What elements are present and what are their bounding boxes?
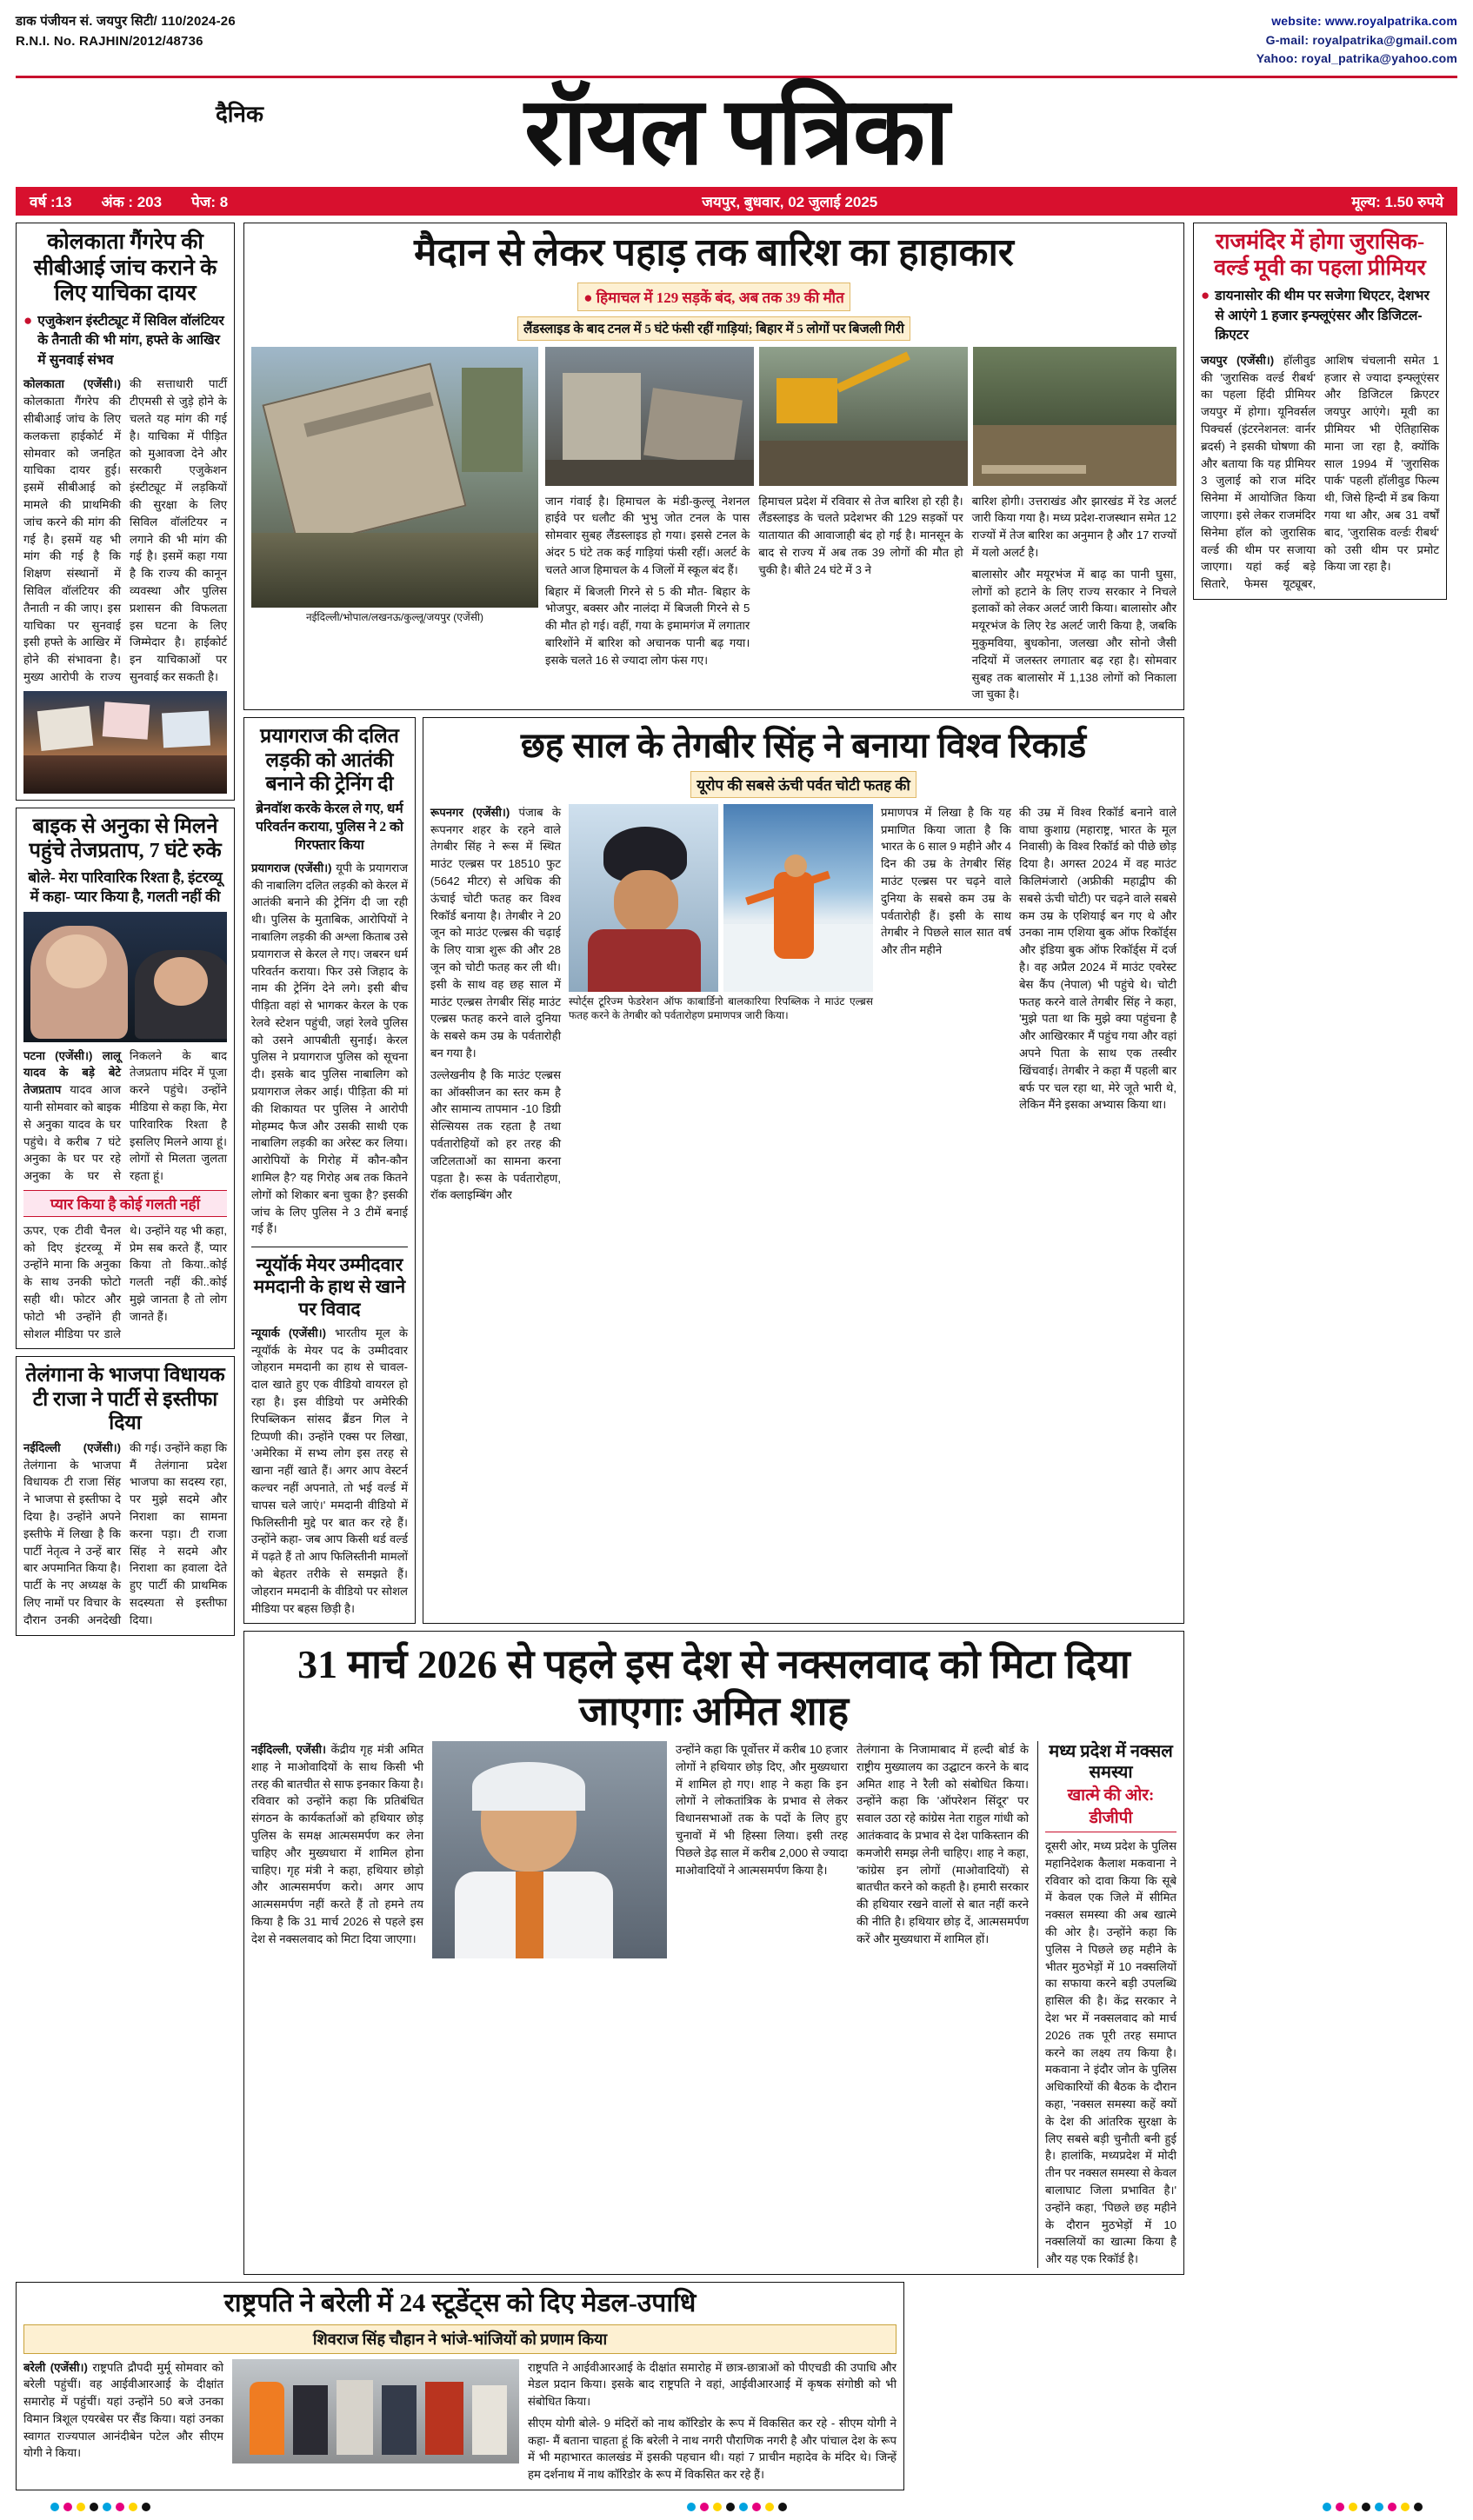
collapsed-building-photo [545,347,754,486]
tegbir-text-1b: उल्लेखनीय है कि माउंट एल्ब्रस का ऑक्सीजन का स्तर कम है और सामान्य तापमान -10 डिग्री सेल्सियस तक रहता है तथा पर्वतारोहियों को हर तरह की जटिलताओं का सामना करना पड़ता है। रूस के पर्वतारोहण, रॉक क्लाइम्बिंग और [430,1067,561,1202]
mp-body: दूसरी ओर, मध्य प्रदेश के पुलिस महानिदेशक कैलाश मकवाना ने रविवार को दावा किया कि सूबे में केवल एक जिले में सीमित नक्सल समस्या की अब खात्मे की ओर है। उन्होंने कहा कि पुलिस ने पिछले छह महीने के भीतर मुठभेड़ों में 10 नक्सलियों का सफाया करने बड़ी उपलब्धि हासिल की है। केंद्र सरकार ने देश भर में नक्सलवाद को मार्च 2026 तक पूरी तरह समाप्त करने का लक्ष्य तय किया है। मकवाना ने इंदौर जोन के पुलिस अधिकारियों की बैठक के दौरान कहा, 'नक्सल समस्या कहें क्यों के देश की आंतरिक सुरक्षा के लिए सबसे बड़ी चुनौती बनी हुई है। हालांकि, मध्यप्रदेश में मोदी तीन पर नक्सल समस्या से केवल बालाघाट जिला प्रभावित है।' उन्होंने कहा, 'पिछले छह महीने के दौरान मुठभेड़ों में 10 नक्सलियों का खात्मा किया है और यह एक रिकॉर्ड है। [1045,1839,1176,2266]
ny-story-text: भारतीय मूल के न्यूयॉर्क के मेयर पद के उम्मीदवार जोहरान ममदानी का हाथ से चावल-दाल खाते हुए एक वीडियो वायरल हो रहा है। इस वीडियो पर अमेरिकी रिपब्लिकन सांसद ब्रैंडन गिल ने टिप्पणी की। उन्होंने एक्स पर लिखा, 'अमेरिका में सभ्य लोग इस तरह से खाना नहीं खाते हैं। अगर आप वेस्टर्न कल्चर नहीं अपनाते, तो भई वर्ल्ड में चापस चले जाएं।' ममदानी वीडियो में फिलिस्तीनी मुद्दे पर बात कर रहे हैं। उन्होंने कहा- जब आप किसी थर्ड वर्ल्ड में पढ़ते हैं तो आप फिलिस्तीनी मामलों को बेहतर तरीके से समझते हैं। जोहरान ममदानी के वीडियो पर सोशल मीडिया पर बहस छिड़ी है। [251,1326,408,1615]
postal-registration: डाक पंजीयन सं. जयपुर सिटी/ 110/2024-26 [16,14,236,29]
issue-info-bar [16,187,1457,216]
photo-caption: नईदिल्ली/भोपाल/लखनऊ/कुल्लू/जयपुर (एजेंसी) [305,610,484,623]
shah-text-1: केंद्रीय गृह मंत्री अमित शाह ने माओवादियों के साथ किसी भी तरह की बातचीत से साफ इनकार किया है। रविवार को उन्होंने कहा कि प्रतिबंधित संगठन के कार्यकर्ताओं को हथियार छोड़ पुलिस के समक्ष आत्मसमर्पण कर लेना चाहिए और मुख्यधारा में शामिल होना चाहिए। गृह मंत्री ने कहा, हथियार छोड़ो और आत्मसमर्पण करो। अगर आप आत्मसमर्पण नहीं करते हैं तो हमने तय किया है कि 31 मार्च 2026 से पहले इस देश से नक्सलवाद को मिटा दिया जाएगा। [251,1743,423,1945]
tegbir-text-1: पंजाब के रूपनगर शहर के रहने वाले तेगबीर सिंह ने रूस में स्थित माउंट एल्ब्रस पर 18510 फुट (5642 मीटर) से अधिक की ऊंचाई चोटी फतह कर विश्व रिकॉर्ड बनाया है। तेगबीर ने 20 जून को माउंट एल्ब्रस की चढ़ाई के लिए यात्रा शुरू की और 28 जून को चोटी फतह कर ली थी। इसी के साथ वह छह साल में माउंट एल्ब्रस तेगबीर सिंह माउंट एल्ब्रस फतह करने वाले दुनिया के सबसे कम उम्र के पर्वतारोही बन गया है। [430,805,562,1060]
lead-text-col1 [545,493,750,704]
tegbir-col1 [430,804,561,1204]
center-column [243,223,1184,2282]
ny-story-body [251,1325,408,1618]
story-dateline: प्रयागराज (एजेंसी।) [251,861,332,874]
yahoo-line: Yahoo: royal_patrika@yahoo.com [1256,51,1457,66]
lead-subbar-text: हिमाचल में 129 सड़कें बंद, अब तक 39 की मौत [596,289,844,306]
landslide-jcb-photo [759,347,968,486]
story-pull-quote: प्यार किया है कोई गलती नहीं [23,1190,227,1217]
shah-col1 [251,1741,423,2268]
bareilly-text-3: सीएम योगी बोले- 9 मंदिरों को नाथ कॉरिडोर के रूप में विकसित कर रहे - सीएम योगी ने कहा- मैं बताना चाहता हूं कि बरेली ने नाथ नगरी पौराणिक नगरी है और पांचाल देश के रूप में भी महाभारत कालखंड में इसकी पहचान थी। यहां 7 प्राचीन महादेव के मंदिर थे। जिन्हें हम दर्शनाथ में नाथ कॉरिडोर के रूप में विकसित कर रहे हैं। [528,2416,896,2482]
story-body [1201,352,1439,593]
story-headline: कोलकाता गैंगरेप की सीबीआई जांच कराने के लिए याचिका दायर [33,230,217,306]
tegbir-photo-caption: स्पोर्ट्स टूरिज्म फेडरेशन ऑफ काबार्डिनो बालकारिया रिपब्लिक ने माउंट एल्ब्रस फतह करने के तेगबीर को पर्वतारोहण प्रमाणपत्र जारी किया। [569,994,873,1021]
tejpratap-photo [23,912,227,1042]
story-text: हॉलीवुड की 'जुरासिक वर्ल्ड रीबर्थ' का पहला हिंदी प्रीमियर जयपुर में होगा। यूनिवर्सल पिक्चर्स (इंटरनेशनल: वार्नर ब्रदर्स) ने इसकी घोषणा की और बताया कि यह प्रीमियर 3 जुलाई को राज मंदिर सिनेमा में आयोजित किया जाएगा। इसे लेकर राजमंदिर सिनेमा हॉल को जुरासिक वर्ल्ड की थीम पर सजाया जाएगा। यहां कई बड़े सितारे, फेमस यूट्यूबर, आशिष चंचलानी समेत 1 हजार से ज्यादा इन्फ्लूएंसर और डिजिटल क्रिएटर जयपुर आएंगे। मूवी का प्रीमियर भी ऐतिहासिक माना जा रहा है, क्योंकि साल 1994 में 'जुरासिक पार्क' पहली हॉलीवुड फिल्म थी, जिसे हिन्दी में डब किया गया था और, अब 31 वर्षों बाद, 'जुरासिक वर्ल्डः रीबर्थ' को उसी थीम पर प्रमोट किया जा रहा है। [1201,353,1439,591]
story-dateline: नईदिल्ली (एजेंसी।) [23,1440,121,1454]
top-info-strip [16,12,1457,69]
rni-number: R.N.I. No. RAJHIN/2012/48736 [16,33,203,49]
story-text: यादव आज यानी सोमवार को बाइक से अनुका यादव के घर पहुंचे। वे करीब 7 घंटे अनुका के घर पर रहे अनुका के घर से निकलने के बाद तेजप्रताप मंदिर में पूजा करने पहुंचे। उन्होंने मीडिया से कहा कि, मेरा पारिवारिक रिश्ता है इसलिए मिलने आया हूं। लोगों से मिलता जुलता रहता हूं। [23,1048,227,1183]
masthead [16,78,1457,183]
page-title: रॉयल पत्रिका [524,81,949,185]
lead-text-col3-b: बालासोर और मयूरभंज में बाढ़ का पानी घुसा, लोगों को हटाने के लिए राज्य सरकार ने निचले इलाकों को लेकर अलर्ट जारी किया। बालासोर और मयूरभंज के लिए रेड अलर्ट जारी किया है, जबकि मुकुमविया, बुधकोना, जलखा और सोनो जैसी नदियों में जलस्तर लगातार बढ़ रहा है। सोमवार सुबह तक बालासोर में 1,138 लोगों को निकाला जा चुका है। [971,567,1176,701]
shah-col2: उन्होंने कहा कि पूर्वोत्तर में करीब 10 हजार लोगों ने हथियार छोड़ दिए, और मुख्यधारा में शामिल हो गए। शाह ने कहा कि इन लोगों ने लोकतांत्रिक के प्रभाव से लेकर विधानसभाओं तक के पदों के लिए हुए चुनावों में भी हिस्सा लिया। इसी तरह पिछले डेढ़ साल में करीब 2,000 से ज्यादा माओवादियों ने आत्मसमर्पण किया है। [676,1743,848,1877]
story-headline: तेलंगाना के भाजपा विधायक टी राजा ने पार्टी से इस्तीफा दिया [25,1364,225,1433]
story-goldbar: शिवराज सिंह चौहान ने भांजे-भांजियों को प्रणाम किया [23,2324,896,2354]
lead-subbar-2: लैंडस्लाइड के बाद टनल में 5 घंटे फंसी रहीं गाड़ियां; बिहार में 5 लोगों पर बिजली गिरी [517,316,910,341]
flood-photo-large [251,347,538,608]
story-headline: छह साल के तेगबीर सिंह ने बनाया विश्व रिकार्ड [520,726,1087,766]
lead-story-rain [243,223,1184,710]
bareilly-col1 [23,2359,223,2484]
story-body [23,1440,227,1629]
ny-story-headline: न्यूयॉर्क मेयर उम्मीदवार ममदानी के हाथ से खाने पर विवाद [251,1247,408,1320]
lead-subbar [577,283,850,311]
bullet-dot-icon: ● [583,289,597,306]
tegbir-col2: प्रमाणपत्र में लिखा है कि यह प्रमाणित किया जाता है कि भारत के 6 साल 9 महीने और 4 दिन की उम्र के तेगबीर सिंह माउंट एल्ब्रस पर चढ़ने वाले दुनिया के सबसे कम उम्र के पर्वतारोही हैं। इसी के साथ तेगबीर ने पिछले साल सात वर्ष और तीन महीने [881,805,1011,957]
lead-text-col1-a: जान गंवाई है। हिमाचल के मंडी-कुल्लू नेशनल हाईवे पर धलौट की भुभु जोत टनल के पास सोमवार सुबह लैंडस्लाइड हो गया। इससे टनल के अंदर 5 घंटे तक कई गाड़ियां फंसी रहीं। अलर्ट के चलते आज हिमाचल के 4 जिलों में स्कूल बंद हैं। [545,494,750,576]
protest-photo [23,691,227,794]
volume-label: वर्ष :13 [30,194,72,211]
gmail-line: G-mail: royalpatrika@gmail.com [1265,32,1457,47]
cmyk-dots-center [687,2503,787,2511]
place-date-label: जयपुर, बुधवार, 02 जुलाई 2025 [702,194,878,211]
story-tRaja-resign [16,1356,235,1635]
story-subbar: यूरोप की सबसे ऊंची पर्वत चोटी फतह की [690,771,916,798]
cmyk-dots-right [1323,2503,1423,2511]
bareilly-text-2: राष्ट्रपति ने आईवीआरआई के दीक्षांत समारोह में छात्र-छात्राओं को पीएचडी की उपाधि और मेडल प्रदान किया। इसके बाद राष्ट्रपति ने वहां, आईवीआरआई में कृषक संगोष्ठी को भी संबोधित किया। [528,2360,896,2409]
cmyk-dots-left [50,2503,150,2511]
bullet-dot-icon: ● [23,311,33,329]
story-text: कोलकाता गैंगरेप की सीबीआई जांच के लिए कलकत्ता हाईकोर्ट में सोमवार को जनहित याचिका दायर हुई। इसमें सीबीआई को मामले की प्राथमिकी जांच करने की मांग की गई है। इसमें यह भी मांग की गई है कि शिक्षण संस्थानों में सिविल वॉलंटियर की तैनाती न की जाए। इस याचिका पर सुनवाई इसी हफ्ते के आखिर में होने की संभावना है। मुख्य आरोपी के राज्य की सत्ताधारी पार्टी टीएमसी से जुड़े होने के चलते यह मांग की गई है। याचिका में पीड़ित को मुआवजा देने और सरकारी एजुकेशन इंस्टीट्यूट में लड़कियों की सुरक्षा के लिए सिविल वॉलंटियर न लगाने की भी मांग की गई है। इसमें कहा गया है कि राज्य की कानून व्यवस्था और पुलिस प्रशासन की विफलता इस घटना के लिए जिम्मेदार है। हाईकोर्ट इन याचिकाओं पर सुनवाई कर सकती है। [23,377,227,683]
contact-info [1256,12,1457,69]
flooded-road-photo [973,347,1176,486]
tegbir-col3: की उम्र में विश्व रिकॉर्ड बनाने वाले वाघा कुशाग्र (महाराष्ट्र, भारत के मूल निवासी) के विश्व रिकॉर्ड को पीछे छोड़ दिया है। अगस्त 2024 में वह माउंट किलिमंजारो (अफ्रीकी महाद्वीप की सबसे ऊंची चोटी) पर चढ़ने वाले सबसे कम उम्र के एशियाई बन गए थे और उनका नाम एशिया बुक ऑफ रिकॉर्ड्स और इंडिया बुक ऑफ रिकॉर्ड्स में दर्ज है। वह अप्रैल 2024 में माउंट एवरेस्ट बेस कैंप (नेपाल) भी पहुंचे थे। चोटी फतह करने वाले तेगबीर सिंह ने कहा, 'मुझे पता था कि मुझे क्या पहुंचना है और आखिरकार मैं पहुंच गया और वहां अपने पिता के साथ एक तस्वीर खिंचवाई। तेगबीर ने कहा मैं पहली बार बर्फ पर चल रहा था, मेरे जूते भारी थे, लेकिन मैंने इसका अभ्यास किया था। [1019,805,1176,1112]
story-dateline: जयपुर (एजेंसी।) [1201,353,1275,367]
bareilly-dateline: बरेली (एजेंसी।) [23,2360,88,2374]
lead-text-col2: हिमाचल प्रदेश में रविवार से तेज बारिश हो रही है। लैंडस्लाइड के चलते प्रदेशभर की 129 सड़कों पर यातायात की आवाजाही बंद हो गई है। मानसून के बाद से राज्य में अब तक 39 लोगों की मौत हो चुकी है। बीते 24 घंटे में 3 ने [758,494,963,576]
story-body [23,1047,227,1185]
main-columns [16,223,1457,2282]
lead-headline: मैदान से लेकर पहाड़ तक बारिश का हाहाकार [414,231,1014,275]
tegbir-dateline: रूपनगर (एजेंसी।) [430,805,510,819]
story-headline: बाइक से अनुका से मिलने पहुंचे तेजप्रताप, 7 घंटे रुके [29,815,222,863]
story-text: तेलंगाना के भाजपा विधायक टी राजा सिंह ने भाजपा से इस्तीफा दे दिया है। उन्होंने अपने इस्तीफे में लिखा है कि पार्टी नेतृत्व ने उन्हें बार बार अपमानित किया है। पार्टी के नए अध्यक्ष के लिए नामों पर विचार के दौरान उनकी अनदेखी की गई। उन्होंने कहा कि मैं तेलंगाना प्रदेश भाजपा का सदस्य रहा, पर मुझे सदमे और निराशा का सामना करना पड़ा। टी राजा सिंह ने सदमे और निराशा का हवाला देते हुए पार्टी की प्राथमिक सदस्यता से इस्तीफा दिया। [23,1440,227,1626]
color-registration-strip [16,2497,1457,2520]
mp-sub: खात्मे की ओर: डीजीपी [1045,1783,1176,1832]
story-subhead: ब्रेनवॉश करके केरल ले गए, धर्म परिवर्तन कराया, पुलिस ने 2 को गिरफ्तार किया [256,801,403,853]
lead-text-col3-a: बारिश होगी। उत्तराखंड और झारखंड में रेड अलर्ट जारी किया गया है। मध्य प्रदेश-राजस्थान समेत 12 राज्यों में तेज बारिश का अनुमान है और 17 राज्यों में यलो अलर्ट है। [971,494,1176,559]
story-body [251,860,408,1239]
story-president-bareilly [16,2282,904,2490]
story-tejpratap [16,808,235,1350]
convocation-photo [232,2359,519,2463]
story-text: यूपी के प्रयागराज की नाबालिग दलित लड़की को केरल में आतंकी बनाने की ट्रेनिंग दी जा रही थी। पुलिस के मुताबिक, आरोपियों ने नाबालिग लड़की की अश्ला किताब उसे प्रयागराज से केरल ले गए। जबरन धर्म परिवर्तन कराया। फिर उसे जिहाद के नाम की ट्रेनिंग देने लगे। इसी बीच पीड़िता वहां से भागकर केरल के एक रेलवे स्टेशन पहुंची, जहां रेलवे पुलिस को उसने आपबीती सुनाई। केरल पुलिस ने प्रयागराज पुलिस को सूचना दी। इसके बाद पुलिस नाबालिग को प्रयागराज लेकर आई। पीड़िता की मां की शिकायत पर पुलिस ने आरोपी मोहम्मद फैज और उसकी साथी एक नाबालिग लड़की का अरेस्ट कर लिया। आरोपियों के गिरोह में कौन-कौन शामिल है? यह गिरोह अब तक कितने लोगों को शिकार बना चुका है? इसकी जांच के लिए पुलिस ने 3 टीमें बनाई गई हैं। [251,861,408,1236]
story-prayagraj [243,717,416,1624]
registration-info [16,12,236,51]
shah-col3: तेलंगाना के निजामाबाद में हल्दी बोर्ड के राष्ट्रीय मुख्यालय का उद्घाटन करने के बाद अमित शाह ने रैली को संबोधित किया। उन्होंने कहा कि 'ऑपरेशन सिंदूर' पर सवाल उठा रहे कांग्रेस नेता राहुल गांधी को आतंकवाद के प्रभाव से देश पाकिस्तान की कमजोरी समझ लेनी चाहिए। शाह ने कहा, 'कांग्रेस इन लोगों (माओवादियों) से बातचीत करने को कहती है। हमारी सरकार की हथियार रखने वालों से बात नहीं करने की नीति है। हथियार छोड़ दें, आत्मसमर्पण करें और मुख्यधारा में शामिल हों। [856,1743,1029,1945]
story-headline: राजमंदिर में होगा जुरासिक-वर्ल्ड मूवी का पहला प्रीमियर [1214,230,1426,281]
left-column [16,223,235,2282]
story-bullet [1201,287,1439,345]
story-subhead: बोले- मेरा पारिवारिक रिश्ता है, इंटरव्यू में कहा- प्यार किया है, गलती नहीं की [28,869,223,906]
story-headline: राष्ट्रपति ने बरेली में 24 स्टूडेंट्स को दिए मेडल-उपाधि [223,2289,697,2317]
bullet-dot-icon: ● [1201,287,1210,304]
story-body [23,376,227,685]
ny-story-dateline: न्यूयार्क (एजेंसी।) [251,1326,327,1340]
story-body-2: ऊपर, एक टीवी चैनल को दिए इंटरव्यू में उन्होंने माना कि अनुका के साथ उनकी फोटो सही थी। फोटर और फोटो भी उन्होंने ही सोशल मीडिया पर डाले थे। उन्होंने यह भी कहा, प्रेम सब करते हैं, प्यार किया तो किया..कोई गलती नहीं की..कोई मुझे जानता है तो लोग जानते हैं। [23,1223,227,1340]
bareilly-text-1: राष्ट्रपति द्रौपदी मुर्मू सोमवार को बरेली पहुंचीं। वह आईवीआरआई के दीक्षांत समारोह में पहुंचीं। यहां उन्होंने 50 बजे उनका विमान त्रिशूल एयरबेस पर सैंड किया। यहां उनका स्वागत राज्यपाल आनंदीबेन पटेल और सीएम योगी ने किया। [23,2360,223,2460]
story-headline: 31 मार्च 2026 से पहले इस देश से नक्सलवाद को मिटा दिया जाएगाः अमित शाह [297,1642,1130,1733]
masthead-kicker: दैनिक [216,102,263,128]
pages-label: पेज: 8 [191,194,229,211]
bullet-text: एजुकेशन इंस्टीट्यूट में सिविल वॉलंटियर के तैनाती की भी मांग, हफ्ते के आखिर में सुनवाई संभव [37,313,224,368]
tegbir-summit-photo [723,804,873,992]
tegbir-portrait-photo [569,804,718,992]
story-lead: लालू यादव के बड़े बेटे तेजप्रताप [23,1048,121,1097]
bullet-text: डायनासोर की थीम पर सजेगा थिएटर, देशभर से आएंगे 1 हजार इन्फ्लूएंसर और डिजिटल-क्रिएटर [1215,289,1430,343]
story-kolkata-gangrape [16,223,235,800]
story-jurassic-premiere [1193,223,1447,600]
issue-label: अंक : 203 [101,194,163,211]
story-dateline: पटना (एजेंसी।) [23,1048,93,1062]
story-dateline: कोलकाता (एजेंसी।) [23,377,121,391]
shah-dateline: नईदिल्ली, एजेंसी। [251,1743,327,1757]
bareilly-col2 [528,2359,896,2484]
mp-head: मध्य प्रदेश में नक्सल समस्या [1049,1742,1173,1783]
story-tegbir-record [423,717,1184,1624]
right-column [1193,223,1447,2282]
story-bullet [23,312,227,370]
amit-shah-photo [432,1741,667,1958]
story-amit-shah [243,1631,1184,2275]
story-headline: प्रयागराज की दलित लड़की को आतंकी बनाने की ट्रेनिंग दी [260,725,399,795]
lead-text-col3 [972,493,1176,704]
shah-sidebar-mp [1037,1741,1176,2268]
price-label: मूल्य: 1.50 रुपये [1351,194,1443,211]
website-line: website: www.royalpatrika.com [1271,14,1457,28]
lead-text-col1-b: बिहार में बिजली गिरने से 5 की मौत- बिहार के भोजपुर, बक्सर और नालंदा में बिजली गिरने से 5 की मौत हो गई। वहीं, गया के इमामगंज में लगातार बारिशोंने में बारिश को अचानक पानी बढ़ गया। इसके चलते 16 से ज्यादा लोग फंस गए। [545,584,750,667]
